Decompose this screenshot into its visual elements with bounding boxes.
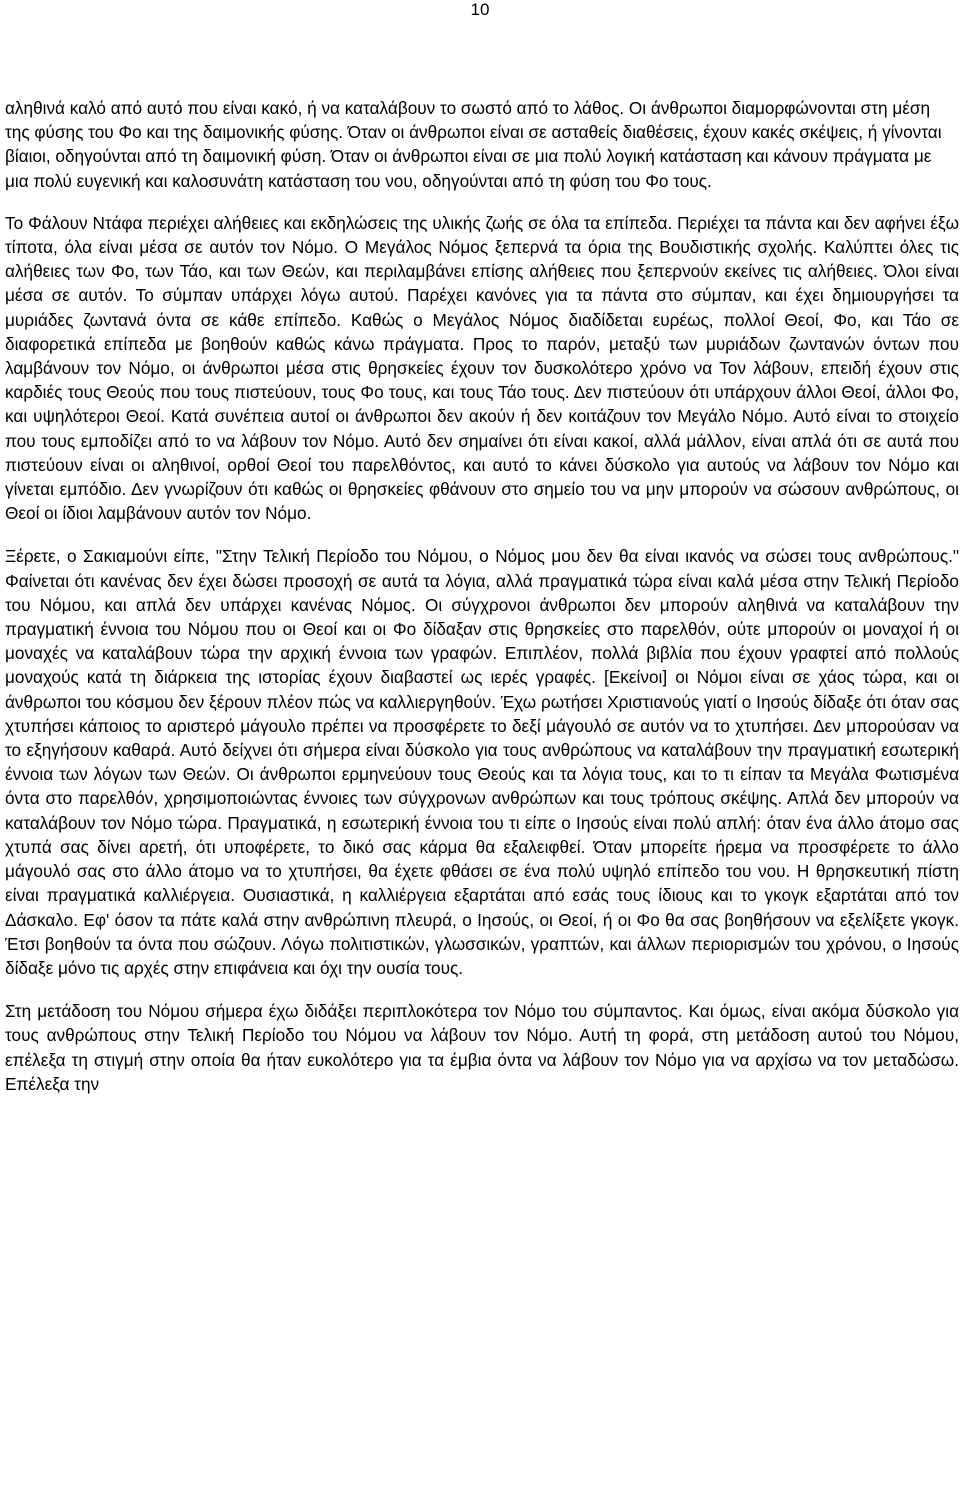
document-body — [5, 96, 959, 1096]
page-number: 10 — [470, 0, 490, 19]
paragraph-4: Στη μετάδοση του Νόμου σήμερα έχω διδάξει περιπλοκότερα τον Νόμο του σύμπαντος. Και όμως, είναι ακόμα δύσκολο για τους ανθρώπους στην Τελική Περίοδο του Νόμου να λάβουν τον Νόμο. Αυτή τη φορά, στη μετάδοση αυτού του Νόμου, επέλεξα τη στιγμή στην οποία θα ήταν ευκολότερο για τα έμβια όντα να λάβουν τον Νόμο για να αρχίσω να τον μεταδώσω. Επέλεξα την — [5, 1001, 959, 1094]
paragraph-2: Το Φάλουν Ντάφα περιέχει αλήθειες και εκδηλώσεις της υλικής ζωής σε όλα τα επίπεδα. Περιέχει τα πάντα και δεν αφήνει έξω τίποτα, όλα είναι μέσα σε αυτόν τον Νόμο. Ο Μεγάλος Νόμος ξεπερνά τα όρια της Βουδιστικής σχολής. Καλύπτει όλες τις αλήθειες των Φο, των Τάο, και των Θεών, και περιλαμβάνει επίσης αλήθειες που ξεπερνούν εκείνες τις αλήθειες. Όλοι είναι μέσα σε αυτόν. Το σύμπαν υπάρχει λόγω αυτού. Παρέχει κανόνες για τα πάντα στο σύμπαν, και έχει δημιουργήσει τα μυριάδες ζωντανά όντα σε κάθε επίπεδο. Καθώς ο Μεγάλος Νόμος διαδίδεται ευρέως, πολλοί Θεοί, Φο, και Τάο σε διαφορετικά επίπεδα με βοηθούν καθώς κάνω πράγματα. Προς το παρόν, μεταξύ των μυριάδων ζωντανών όντων που λαμβάνουν τον Νόμο, οι άνθρωποι μέσα στις θρησκείες έχουν τον δυσκολότερο χρόνο να Τον λάβουν, επειδή έχουν στις καρδιές τους Θεούς που τους πιστεύουν, τους Φο τους, και τους Τάο τους. Δεν πιστεύουν ότι υπάρχουν άλλοι Θεοί, άλλοι Φο, και υψηλότεροι Θεοί. Κατά συνέπεια αυτοί οι άνθρωποι δεν ακούν ή δεν κοιτάζουν τον Μεγάλο Νόμο. Αυτό είναι το στοιχείο που τους εμποδίζει από το να λάβουν τον Νόμο. Αυτό δεν σημαίνει ότι είναι κακοί, αλλά μάλλον, είναι απλά ότι σε αυτά που πιστεύουν είναι οι αληθινοί, ορθοί Θεοί του παρελθόντος, και αυτό το κάνει δύσκολο για αυτούς να λάβουν τον Νόμο και γίνεται εμπόδιο. Δεν γνωρίζουν ότι καθώς οι θρησκείες φθάνουν στο σημείο του να μην μπορούν να σώσουν ανθρώπους, οι Θεοί οι ίδιοι λαμβάνουν αυτόν τον Νόμο. — [5, 212, 959, 524]
paragraph-1: αληθινά καλό από αυτό που είναι κακό, ή να καταλάβουν το σωστό από το λάθος. Οι άνθρωποι διαμορφώνονται στη μέση της φύσης του Φο και της δαιμονικής φύσης. Όταν οι άνθρωποι είναι σε ασταθείς διαθέσεις, έχουν κακές σκέψεις, ή γίνονται βίαιοι, οδηγούνται από τη δαιμονική φύση. Όταν οι άνθρωποι είναι σε μια πολύ λογική κατάσταση και κάνουν πράγματα με μια πολύ ευγενική και καλοσυνάτη κατάσταση του νου, οδηγούνται από τη φύση του Φο τους. — [5, 98, 942, 191]
paragraph-3: Ξέρετε, ο Σακιαμούνι είπε, "Στην Τελική Περίοδο του Νόμου, ο Νόμος μου δεν θα είναι ικανός να σώσει τους ανθρώπους." Φαίνεται ότι κανένας δεν έχει δώσει προσοχή σε αυτά τα λόγια, αλλά πραγματικά τώρα είναι καλά μέσα στην Τελική Περίοδο του Νόμου, και απλά δεν υπάρχει κανένας Νόμος. Οι σύγχρονοι άνθρωποι δεν μπορούν αληθινά να καταλάβουν την πραγματική έννοια του Νόμου που οι Θεοί και οι Φο δίδαξαν στις θρησκείες στο παρελθόν, ούτε μπορούν οι μοναχοί ή οι μοναχές να καταλάβουν τώρα την αρχική έννοια των γραφών. Επιπλέον, πολλά βιβλία που έχουν γραφτεί από πολλούς μοναχούς κατά τη διάρκεια της ιστορίας έχουν διαβαστεί ως ιερές γραφές. [Εκείνοι] οι Νόμοι είναι σε χάος τώρα, και οι άνθρωποι του κόσμου δεν ξέρουν πλέον πώς να καλλιεργηθούν. Έχω ρωτήσει Χριστιανούς γιατί ο Ιησούς δίδαξε ότι όταν σας χτυπήσει κάποιος το αριστερό μάγουλο πρέπει να προσφέρετε το δεξί μάγουλό σε αυτόν να το χτυπήσει. Δεν μπορούσαν να το εξηγήσουν καθαρά. Αυτό δείχνει ότι σήμερα είναι δύσκολο για τους ανθρώπους να καταλάβουν την πραγματική εσωτερική έννοια των λόγων των Θεών. Οι άνθρωποι ερμηνεύουν τους Θεούς και τα λόγια τους, και το τι είπαν τα Μεγάλα Φωτισμένα όντα στο παρελθόν, χρησιμοποιώντας έννοιες των σύγχρονων ανθρώπων και τους τρόπους σκέψης. Απλά δεν μπορούν να καταλάβουν τον Νόμο τώρα. Πραγματικά, η εσωτερική έννοια του τι είπε ο Ιησούς είναι πολύ απλή: όταν ένα άλλο άτομο σας χτυπά σας δίνει αρετή, ότι υποφέρετε, το δικό σας κάρμα θα εξαλειφθεί. Όταν μπορείτε ήρεμα να προσφέρετε το άλλο μάγουλό σας στο άλλο άτομο να το χτυπήσει, θα έχετε φθάσει σε ένα πολύ υψηλό επίπεδο του νου. Η θρησκευτική πίστη είναι πραγματικά καλλιέργεια. Ουσιαστικά, η καλλιέργεια εξαρτάται από εσάς τους ίδιους και το γκογκ εξαρτάται από τον Δάσκαλο. Εφ' όσον τα πάτε καλά στην ανθρώπινη πλευρά, ο Ιησούς, οι Θεοί, ή οι Φο θα σας βοηθήσουν να εξελίξετε γκογκ. Έτσι βοηθούν τα όντα που σώζουν. Λόγω πολιτιστικών, γλωσσικών, γραπτών, και άλλων περιορισμών του χρόνου, ο Ιησούς δίδαξε μόνο τις αρχές στην επιφάνεια και όχι την ουσία τους. — [5, 546, 959, 978]
